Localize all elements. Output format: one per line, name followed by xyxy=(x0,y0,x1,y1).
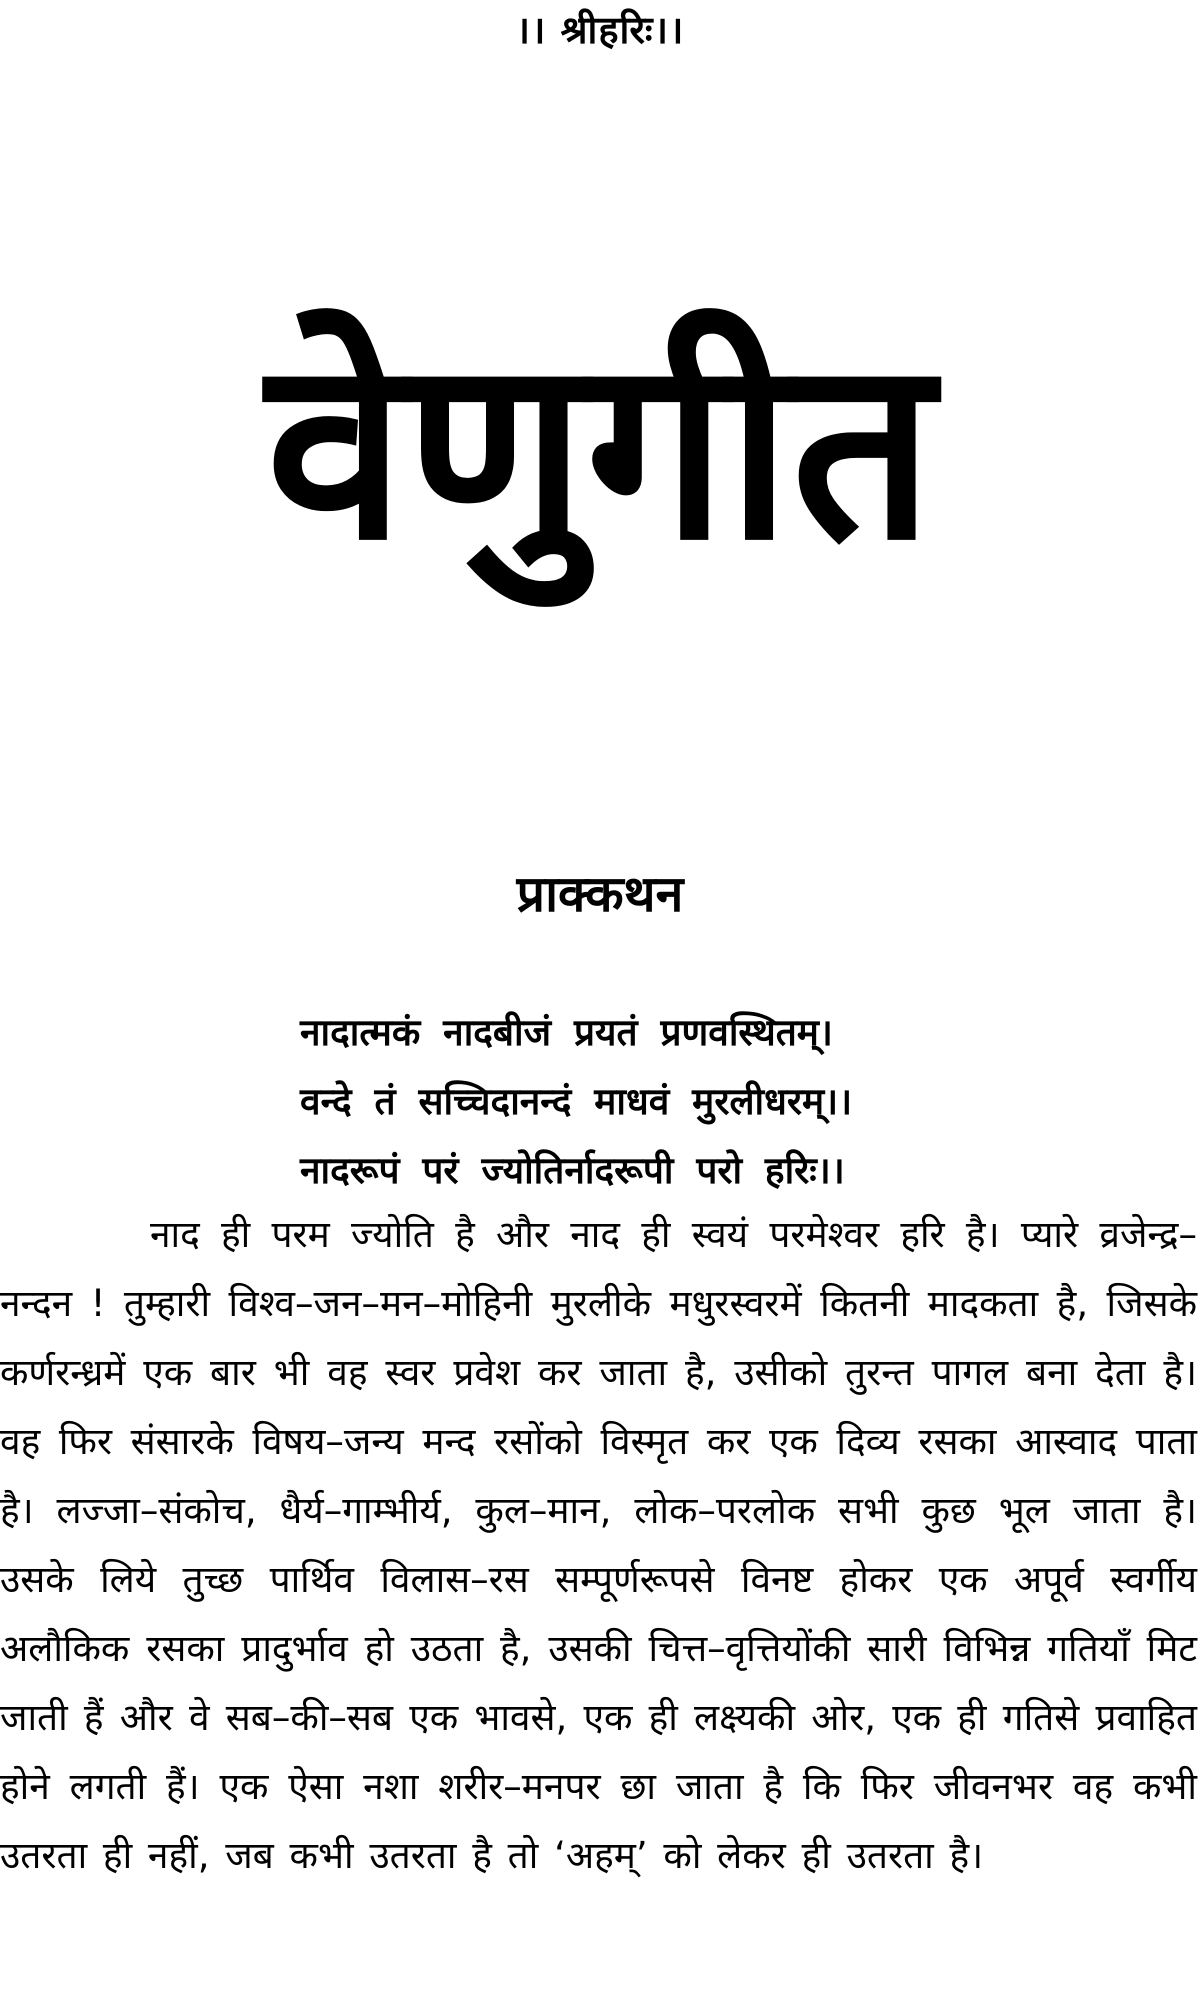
body-paragraph: नाद ही परम ज्योति है और नाद ही स्वयं परमेश्वर हरि है। प्यारे व्रजेन्द्र–नन्दन ! तुम्हारी विश्व–जन–मन–मोहिनी मुरलीके मधुरस्वरमें कितनी मादकता है, जिसके कर्णरन्ध्रमें एक बार भी वह स्वर प्रवेश कर जाता है, उसीको तुरन्त पागल बना देता है। वह फिर संसारके विषय–जन्य मन्द रसोंको विस्मृत कर एक दिव्य रसका आस्वाद पाता है। लज्जा–संकोच, धैर्य–गाम्भीर्य, कुल–मान, लोक–परलोक सभी कुछ भूल जाता है। उसके लिये तुच्छ पार्थिव विलास–रस सम्पूर्णरूपसे विनष्ट होकर एक अपूर्व स्वर्गीय अलौकिक रसका प्रादुर्भाव हो उठता है, उसकी चित्त–वृत्तियोंकी सारी विभिन्न गतियाँ मिट जाती हैं और वे सब–की–सब एक भावसे, एक ही लक्ष्यकी ओर, एक ही गतिसे प्रवाहित होने लगती हैं। एक ऐसा नशा शरीर–मनपर छा जाता है कि फिर जीवनभर वह कभी उतरता ही नहीं, जब कभी उतरता है तो ‘अहम्’ को लेकर ही उतरता है। xyxy=(0,1213,1197,1877)
sanskrit-verse xyxy=(300,998,1090,1205)
book-title: वेणुगीत xyxy=(266,304,934,595)
verse-line: नादात्मकं नादबीजं प्रयतं प्रणवस्थितम्। xyxy=(300,1011,833,1054)
invocation-header: ।। श्रीहरिः।। xyxy=(515,8,685,52)
verse-line: वन्दे तं सच्चिदानन्दं माधवं मुरलीधरम्।। xyxy=(300,1080,853,1123)
section-heading: प्राक्कथन xyxy=(516,865,684,923)
verse-line: नादरूपं परं ज्योतिर्नादरूपी परो हरिः।। xyxy=(300,1149,845,1192)
